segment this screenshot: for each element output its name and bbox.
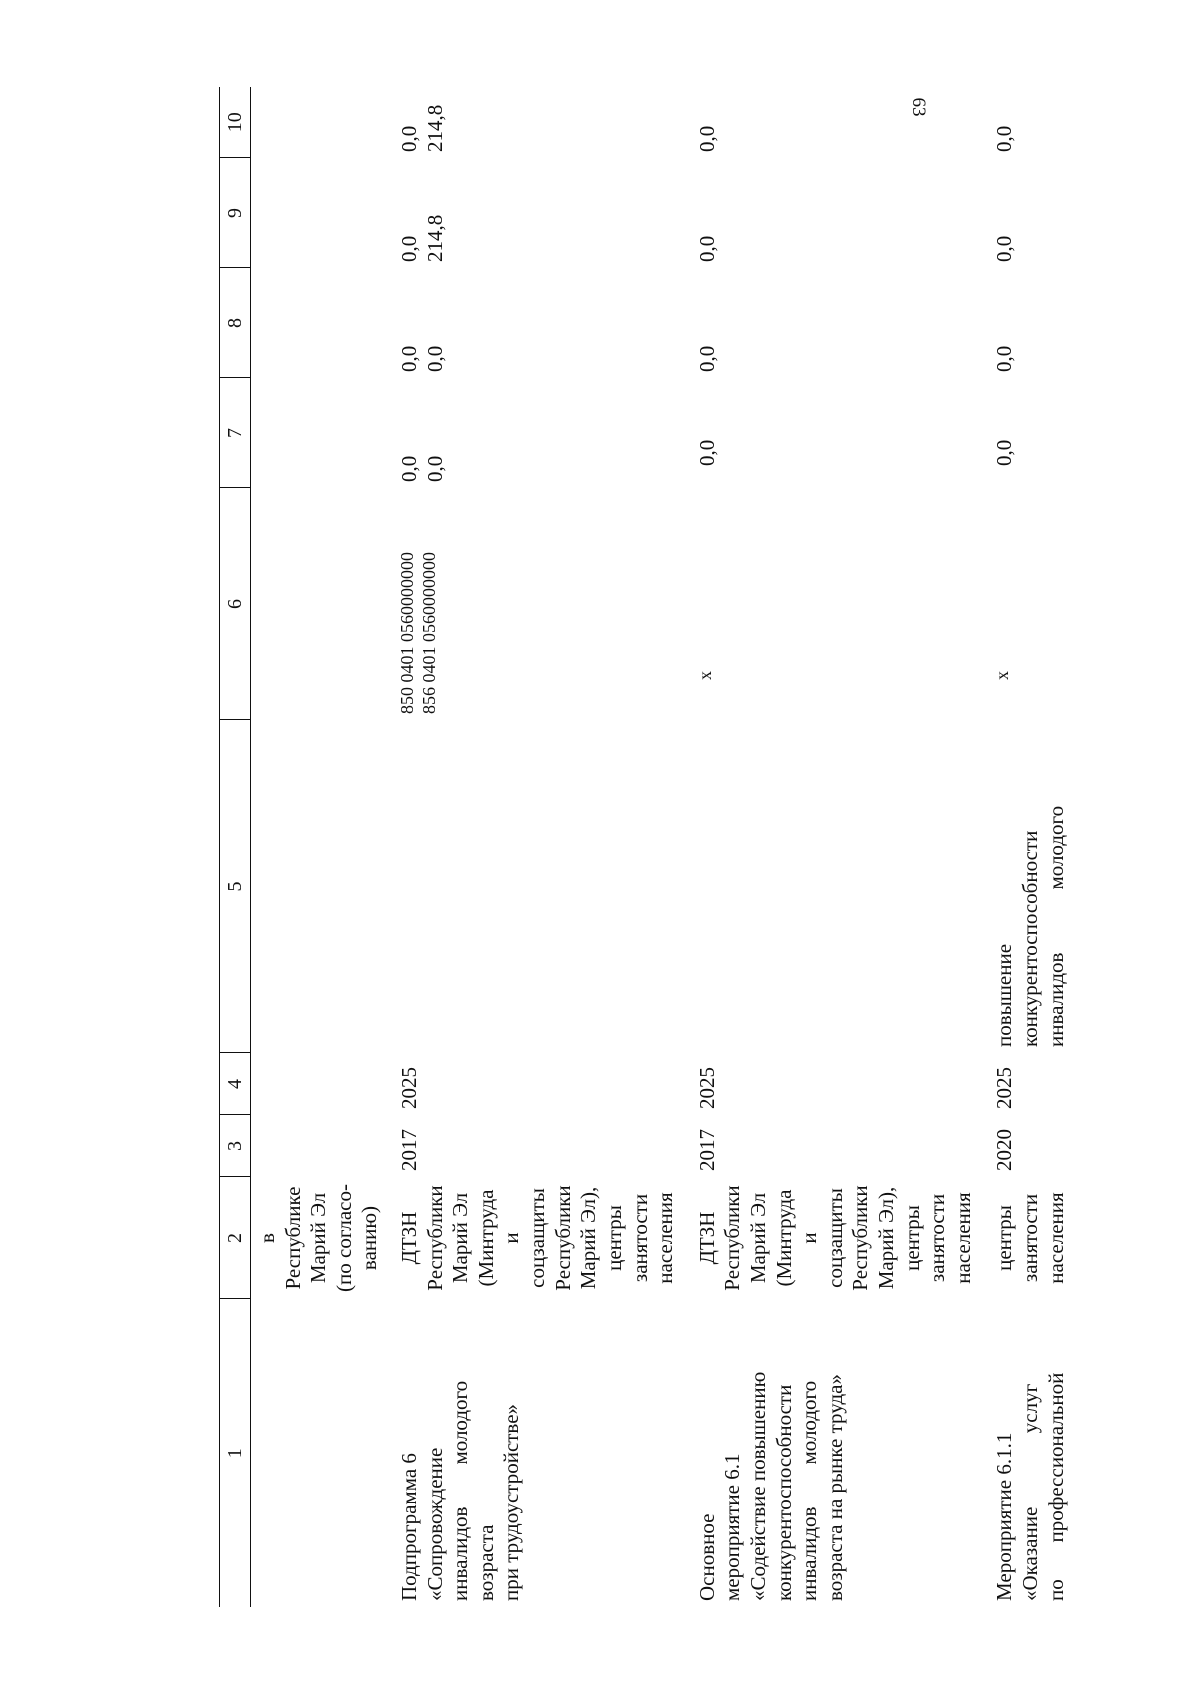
- cell-start-year: 2020: [992, 1129, 1017, 1171]
- column-header: 8: [220, 268, 251, 378]
- cell-c9: 0,0 214,8: [397, 214, 447, 262]
- cell-c10: 0,0 214,8: [397, 104, 447, 152]
- cell-c8: 0,0: [992, 345, 1017, 372]
- column-header: 4: [220, 1053, 251, 1115]
- page-number: 63: [908, 97, 929, 117]
- program-table: [219, 87, 1069, 1607]
- cell-name: Основное мероприятие 6.1 «Содействие повышению конкурентоспособности инвалидов молодого возраста на рынке труда»: [694, 1371, 847, 1601]
- cell-budget-code: 850 0401 0560000000 856 0401 0560000000: [397, 552, 439, 714]
- cell-end-year: 2025: [992, 1067, 1017, 1109]
- column-header: 5: [220, 720, 251, 1053]
- cell-c7: 0,0: [992, 439, 1017, 466]
- cell-name: [251, 1299, 398, 1607]
- column-header: 10: [220, 87, 251, 158]
- rotated-table-frame: [219, 87, 1079, 1607]
- cell-name: Подпрограмма 6 «Сопровождение инвалидов молодого возраста при трудоустройстве»: [397, 1380, 524, 1601]
- cell-start-year: 2017: [694, 1129, 719, 1171]
- cell-c9: 0,0: [992, 235, 1017, 262]
- cell-c7: 0,0: [694, 439, 719, 466]
- cell-name: Мероприятие 6.1.1 «Оказание услуг по профессиональной: [992, 1372, 1068, 1601]
- cell-c8: 0,0: [694, 345, 719, 372]
- column-header: 9: [220, 158, 251, 268]
- table-row-continuation: [251, 87, 398, 1607]
- cell-c9: 0,0: [694, 235, 719, 262]
- column-header: 7: [220, 378, 251, 488]
- table-row: [695, 87, 977, 1607]
- cell-result: повышение конкурентоспособности инвалидов молодого: [992, 805, 1068, 1047]
- cell-end-year: 2025: [694, 1067, 719, 1109]
- column-header: 2: [220, 1177, 251, 1299]
- cell-executor-continuation: в Республике Марий Эл (по согласо- ванию): [255, 1184, 382, 1292]
- cell-c10: 0,0: [992, 125, 1017, 152]
- table-row: [397, 87, 679, 1607]
- cell-executor: ДТЗН Республики Марий Эл (Минтруда и соцзащиты Республики Марий Эл), центры занятости населения: [397, 1185, 678, 1291]
- column-header: 6: [220, 488, 251, 720]
- column-header: 3: [220, 1115, 251, 1177]
- cell-c10: 0,0: [694, 125, 719, 152]
- cell-result: [695, 720, 977, 1053]
- cell-start-year: 2017: [397, 1129, 422, 1171]
- table-row: [992, 87, 1069, 1607]
- column-header: 1: [220, 1299, 251, 1607]
- cell-executor: ДТЗН Республики Марий Эл (Минтруда и соцзащиты Республики Марий Эл), центры занятости населения: [694, 1185, 975, 1291]
- cell-budget-code: x: [694, 671, 715, 680]
- cell-c7: 0,0 0,0: [397, 455, 447, 482]
- cell-end-year: 2025: [397, 1067, 422, 1109]
- cell-executor: центры занятости населения: [992, 1192, 1068, 1284]
- cell-c8: 0,0 0,0: [397, 345, 447, 372]
- cell-result: [397, 720, 679, 1053]
- cell-budget-code: x: [992, 671, 1013, 680]
- table-header-row: [220, 87, 251, 1607]
